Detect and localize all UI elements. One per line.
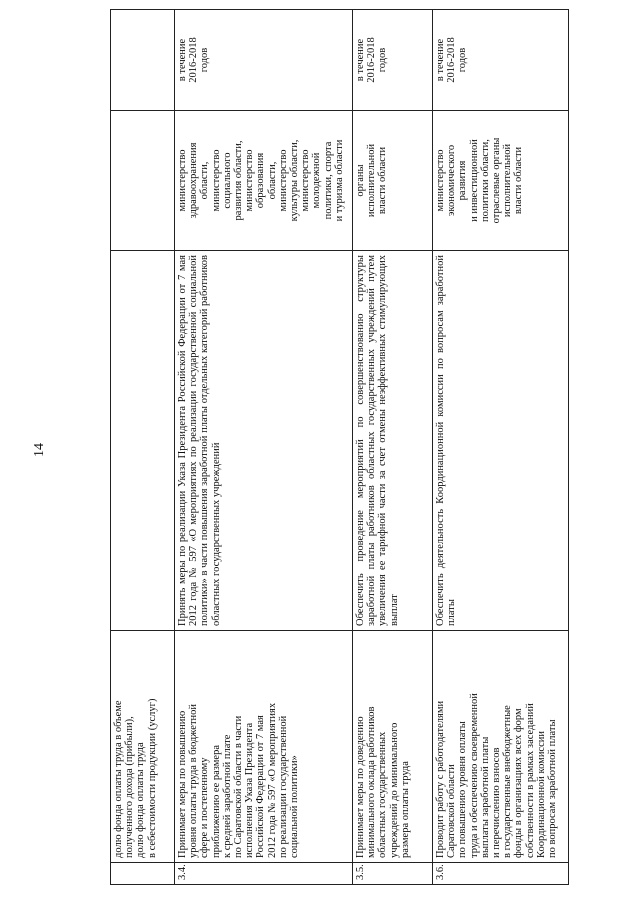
action-cell xyxy=(111,251,175,631)
measures-table xyxy=(110,9,569,885)
responsible-line: социального xyxy=(221,152,233,209)
row-number: 3.4. xyxy=(175,863,353,885)
measure-line: учреждений до минимального xyxy=(388,722,400,858)
responsible-line: области, xyxy=(199,161,211,200)
term-line: годов xyxy=(377,47,389,73)
measure-line: в государственные внебюджетные xyxy=(502,705,514,858)
responsible-cell xyxy=(433,111,569,251)
measure-line: по реализации государственной xyxy=(277,715,289,858)
measure-line: размера оплаты труда xyxy=(399,761,411,858)
term-line: годов xyxy=(457,47,469,73)
responsible-line: экономического xyxy=(446,144,458,217)
responsible-line: министерство xyxy=(210,149,222,212)
measure-line: долю фонда оплаты труда в объеме xyxy=(113,700,124,858)
responsible-line: министерство xyxy=(300,149,312,212)
page-number: 14 xyxy=(32,443,47,457)
measure-line: Координационной комиссии xyxy=(535,731,547,858)
responsible-line: области, xyxy=(266,161,278,200)
responsible-cell xyxy=(111,111,175,251)
measure-line: полученного дохода (прибыли), xyxy=(124,716,136,858)
responsible-line: политики, спорта xyxy=(322,141,334,220)
responsible-line: исполнительной xyxy=(502,143,514,218)
action-cell: Принять меры по реализации Указа Президента Российской Федерации от 7 мая 2012 года № 597 «О мероприятиях по реализации государственной социальной политики» в части повышения заработной платы отдельных категорий работников областных государственных учреждений xyxy=(175,251,353,631)
measure-line: к средней заработной плате xyxy=(221,734,233,858)
responsible-line: отраслевые органы xyxy=(491,137,503,224)
responsible-line: исполнительной xyxy=(366,143,378,218)
measure-line: Саратовской области xyxy=(446,764,458,858)
table-row xyxy=(111,10,175,885)
term-line: в течение xyxy=(177,38,188,82)
measure-line: областных государственных xyxy=(377,731,389,858)
responsible-line: и туризма области xyxy=(333,139,345,222)
measure-line: уровня оплаты труда в бюджетной xyxy=(188,703,200,858)
action-cell: Обеспечить деятельность Координационной комиссии по вопросам заработной платы xyxy=(433,251,569,631)
responsible-line: министерство xyxy=(177,149,188,212)
row-number: 3.5. xyxy=(353,863,433,885)
responsible-cell xyxy=(175,111,353,251)
action-cell: Обеспечить проведение мероприятий по совершенствованию структуры заработной платы работников областных государственных учреждений путем увеличения ее тарифной части за счет отмены неэффективных стимулирующих выплат xyxy=(353,251,433,631)
term-cell xyxy=(353,10,433,111)
measure-line: минимального оклада работников xyxy=(366,706,378,858)
measure-line: долю фонда оплаты труда xyxy=(135,742,147,858)
responsible-line: политики области, xyxy=(479,139,491,222)
measure-line: по вопросам заработной платы xyxy=(547,719,559,858)
measure-line: Российской Федерации от 7 мая xyxy=(255,715,267,858)
measure-line: исполнения Указа Президента xyxy=(244,722,256,858)
measure-cell xyxy=(175,631,353,863)
term-line: в течение xyxy=(355,38,366,82)
term-cell xyxy=(111,10,175,111)
responsible-line: развития области, xyxy=(233,140,245,221)
row-number: 3.6. xyxy=(433,863,569,885)
measure-line: и перечислению взносов xyxy=(491,747,503,858)
measure-line: по Саратовской области в части xyxy=(233,715,245,858)
measure-line: собственности в рамках заседаний xyxy=(524,703,536,858)
term-line: годов xyxy=(199,47,211,73)
row-number xyxy=(111,863,175,885)
responsible-line: власти области xyxy=(377,146,389,215)
measure-line: по повышению уровня оплаты xyxy=(457,721,469,858)
responsible-line: молодежной xyxy=(311,152,323,209)
measure-line: сфере и постепенному xyxy=(199,757,211,858)
measure-line: социальной политики» xyxy=(289,755,301,858)
measure-line: в себестоимости продукции (услуг) xyxy=(146,698,158,858)
term-line: в течение xyxy=(435,38,446,82)
table-row xyxy=(175,10,353,885)
responsible-line: образования xyxy=(255,152,267,209)
table-row xyxy=(433,10,569,885)
measure-line: труда и обеспечению своевременной xyxy=(468,693,480,858)
measure-cell xyxy=(111,631,175,863)
responsible-line: здравоохранения xyxy=(188,142,200,219)
term-line: 2016-2018 xyxy=(366,37,378,83)
responsible-line: министерство xyxy=(244,149,256,212)
measure-line: приближению ее размера xyxy=(210,745,222,858)
responsible-cell xyxy=(353,111,433,251)
responsible-line: и инвестиционной xyxy=(468,139,480,222)
measure-line: Проводит работу с работодателями xyxy=(435,700,446,858)
measure-line: Принимает меры по повышению xyxy=(177,710,188,858)
term-line: 2016-2018 xyxy=(446,37,458,83)
responsible-line: культуры области, xyxy=(289,139,301,222)
term-cell xyxy=(433,10,569,111)
responsible-line: власти области xyxy=(513,146,525,215)
responsible-line: министерство xyxy=(277,149,289,212)
measure-line: 2012 года № 597 «О мероприятиях xyxy=(266,702,278,858)
measure-line: Принимает меры по доведению xyxy=(355,716,366,858)
measure-cell xyxy=(353,631,433,863)
table-row xyxy=(353,10,433,885)
term-cell xyxy=(175,10,353,111)
term-line: 2016-2018 xyxy=(188,37,200,83)
responsible-line: органы xyxy=(355,164,366,197)
measure-cell xyxy=(433,631,569,863)
responsible-line: министерство xyxy=(435,149,446,212)
measure-line: выплаты заработной платы xyxy=(479,736,491,858)
responsible-line: развития xyxy=(457,160,469,201)
measure-line: фонды в организациях всех форм xyxy=(513,708,525,858)
